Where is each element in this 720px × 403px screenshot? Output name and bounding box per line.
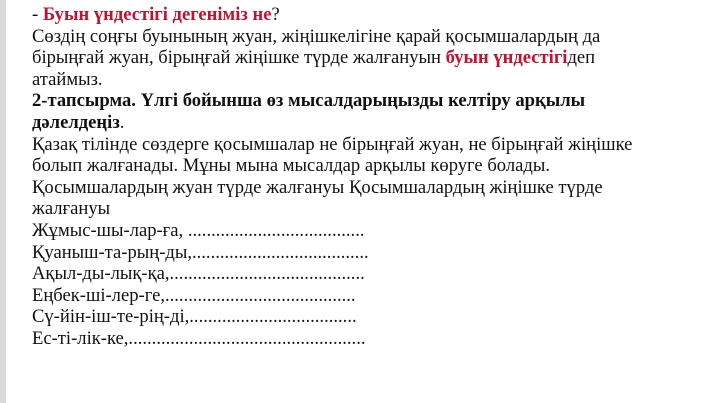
- task-heading-line-1: 2-тапсырма. Үлгі бойынша өз мысалдарыңызды келтіру арқылы: [32, 90, 586, 112]
- task-heading-period: .: [119, 111, 125, 133]
- heading-prefix: -: [32, 4, 43, 25]
- definition-line-2-text: бірыңғай жуан, бірыңғай жіңішке түрде жалғануын: [32, 47, 446, 69]
- paragraph-line-3: Қосымшалардың жуан түрде жалғануы Қосымшалардың жіңішке түрде: [32, 176, 603, 198]
- document-sheet: [6, 0, 720, 403]
- example-item: Ес-ті-лік-ке,...................................................: [32, 327, 366, 349]
- paragraph-line-2: болып жалғанады. Мұны мына мысалдар арқылы көруге болады.: [32, 155, 550, 177]
- example-item: Еңбек-ші-лер-ге,.........................................: [32, 284, 356, 306]
- example-item: Сү-йін-іш-те-рің-ді,....................................: [32, 306, 357, 328]
- definition-line-2: [32, 47, 708, 69]
- paragraph-line-4: жалғануы: [32, 198, 111, 220]
- paragraph-line-1: Қазақ тілінде сөздерге қосымшалар не бірыңғай жуан, не бірыңғай жіңішке: [32, 133, 633, 155]
- document-content: [32, 4, 708, 350]
- example-item: Жұмыс-шы-лар-ға, ......................................: [32, 219, 365, 241]
- definition-line-1: Сөздің соңғы буынының жуан, жіңішкелігіне қарай қосымшалардың да: [32, 25, 601, 47]
- example-item: Ақыл-ды-лық-қа,..........................................: [32, 263, 365, 285]
- examples-list: [32, 220, 708, 350]
- task-heading-word: дәлелдеңіз: [32, 111, 120, 133]
- question-heading: [32, 4, 708, 26]
- definition-line-3: атаймыз.: [32, 68, 103, 90]
- definition-term: буын үндестігі: [445, 47, 568, 69]
- example-item: Қуаныш-та-рың-ды,......................................: [32, 241, 369, 263]
- task-heading-line-2: [32, 112, 708, 134]
- heading-question-mark: ?: [271, 4, 280, 25]
- definition-line-2-end: деп: [567, 47, 596, 69]
- heading-term: Буын үндестігі дегеніміз не: [42, 4, 272, 25]
